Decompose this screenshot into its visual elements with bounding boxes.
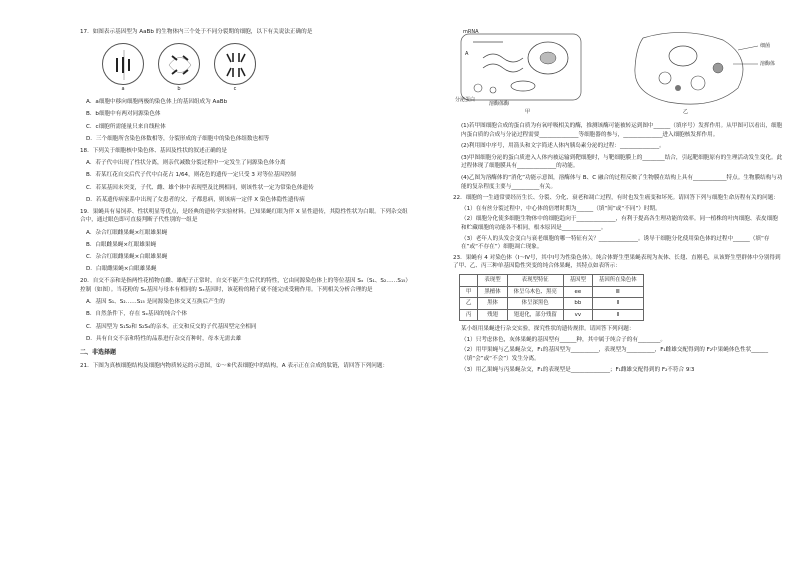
- q23-after-table: 某小组用果蝇进行杂交实验，探究性状的遗传规律。请回答下列问题：: [461, 326, 635, 333]
- cell-a: [102, 43, 144, 92]
- table-cell: Ⅱ: [592, 298, 643, 310]
- q17-option-c: C．c细胞所需能量只来自线粒体: [86, 123, 166, 130]
- label-secreted-protein: 分泌蛋白: [455, 97, 476, 103]
- figure-yi-caption: 乙: [683, 109, 689, 115]
- cell-a-chromosomes: [103, 44, 145, 86]
- question-17: [80, 28, 410, 143]
- q17-option-a: A．a细胞中移向细胞两极的染色体上的基因组成为 AaBb: [86, 99, 228, 106]
- table-cell: 乙: [460, 298, 478, 310]
- table-row: [460, 298, 644, 310]
- q23-item-3: （3）用乙果蝇与丙果蝇杂交，F₁的表现型是______________；F₁雌雄交配得到的 F₂不符合 9∶3: [461, 366, 695, 373]
- table-header-cell: [460, 274, 478, 286]
- question-18-stem: 18．下列关于细胞核中染色体、基因及性状的叙述正确的是: [80, 147, 227, 154]
- table-cell: Ⅲ: [592, 286, 643, 298]
- question-19: [80, 208, 410, 274]
- cell-c-label: c: [233, 86, 237, 92]
- q19-option-d: D．白眼雌果蝇×白眼雄果蝇: [86, 266, 157, 273]
- cell-b: [158, 43, 200, 92]
- q21-item-3: (3)甲图细胞分泌的蛋白质进入人体内被运输到靶细胞时，与靶细胞膜上的________结合，引起靶细胞原有的生理活动发生变化。此过程体现了细胞膜具有______________的功能。: [461, 154, 783, 170]
- question-17-stem: 17．如图表示基因型为 AaBb 的生物体内三个处于不同分裂期的细胞，以下有关说法正确的是: [80, 29, 313, 35]
- q20-option-a: A．基因 S₁、S₂……S₁₅ 是同源染色体交叉互换后产生的: [86, 299, 225, 306]
- table-cell: 体呈深黑色: [507, 298, 563, 310]
- q21-item-1: (1)若甲图细胞合成的蛋白质为有氧呼吸相关的酶，推测该酶可能被转运到图中______（填序号）发挥作用。从甲图可以看出，细胞内蛋白质的合成与分泌过程需要______________等细胞器的参与，______________进入细胞核发挥作用。: [461, 123, 783, 138]
- table-cell: Ⅱ: [592, 309, 643, 321]
- q17-option-b: B．b细胞中有两对同源染色体: [86, 111, 161, 118]
- q22-item-2: （2）细胞分化使多细胞生物体中的细胞趋向于______________，有利于提高各生理功能的效率。同一植株的叶肉细胞、表皮细胞和贮藏细胞的功能各不相同，根本原因是______________。: [461, 216, 778, 231]
- cell-division-figure: [102, 43, 410, 92]
- q18-option-c: C．若某基因未突变，子代、雌、雄个体中表现型及比例相同，则该性状一定为常染色体遗传: [86, 184, 314, 191]
- table-cell: 翅退化，部分残留: [507, 309, 563, 321]
- question-22: [453, 194, 783, 252]
- question-20-stem: 20．自交不亲和是指两性花植物在雌、雄配子正常时，自交不能产生后代的特性，它由同源染色体上的等位基因 Sₓ（S₁、S₂……S₁₅）控制（如图）。当花粉的 Sₓ基因与母本有相同的 Sₓ基因时，该花粉的精子就不能完成受精作用。下列相关分析合理的是: [80, 278, 409, 293]
- question-22-stem: 22．细胞的一生通常要经历生长、分裂、分化、衰老和凋亡过程，有时也发生癌变和坏死。请回答下列与细胞生命历程有关的问题：: [453, 195, 779, 202]
- cell-b-chromosomes: [159, 44, 201, 86]
- label-bacteria: 细菌: [760, 43, 771, 49]
- table-header-row: [460, 274, 644, 286]
- table-cell: 残翅: [478, 309, 507, 321]
- q18-option-a: A．若子代中出现了性状分离，则亲代减数分裂过程中一定发生了同源染色体分离: [86, 160, 286, 167]
- table-cell: 丙: [460, 309, 478, 321]
- question-18: [80, 147, 410, 204]
- cell-c: [214, 43, 256, 92]
- q19-option-c: C．杂合红眼雌果蝇×白眼雄果蝇: [86, 254, 168, 261]
- cell-b-label: b: [177, 86, 181, 92]
- question-20: [80, 277, 410, 343]
- question-19-stem: 19．果蝇具有易饲养、性状明显等优点，是经典的遗传学实验材料。已知果蝇红眼为伴 X 显性遗传，其隐性性状为白眼。下列杂交组合中，通过眼色即可直接判断子代性别的一组是: [80, 208, 408, 224]
- table-cell: bb: [563, 298, 592, 310]
- label-a: A: [465, 51, 469, 57]
- fruit-fly-table: [459, 274, 644, 321]
- q19-option-a: A．杂合红眼雌果蝇×红眼雄果蝇: [86, 229, 168, 236]
- question-21-stem: 21．下图为真核细胞结构及细胞内物质转运的示意图，①～⑥代表细胞中的结构，A 表示正在合成的肽链，请回答下列问题：: [80, 362, 389, 369]
- q23-item-1: （1）只考虑体色，灰体果蝇的基因型有______种，其中属于纯合子的有________。: [461, 336, 666, 343]
- table-cell: 甲: [460, 286, 478, 298]
- cell-c-chromosomes: [215, 44, 257, 86]
- label-mrna: mRNA: [463, 29, 479, 35]
- table-header-cell: 基因型: [563, 274, 592, 286]
- q21-item-4: (4)乙图为溶酶体的“消化”功能示意图，溶酶体与 B、C 融合的过程反映了生物膜在结构上具有____________特点。生物膜结构与功能的复杂程度主要与__________有关。: [461, 174, 783, 190]
- table-cell: ee: [563, 286, 592, 298]
- q19-option-b: B．白眼雌果蝇×红眼雄果蝇: [86, 241, 157, 248]
- question-23: [453, 254, 783, 375]
- table-header-cell: 表现型特征: [507, 274, 563, 286]
- right-column: [453, 28, 783, 376]
- q22-item-3: （3）老年人的头发会变白与衰老细胞的哪一特征有关？______________。诱导干细胞分化使用染色体的过程中______（填“存在”或“不存在”）细胞凋亡现象。: [461, 235, 770, 251]
- left-column: [80, 28, 410, 373]
- table-cell: vv: [563, 309, 592, 321]
- question-21-items: [453, 122, 783, 191]
- label-lysosome-enzyme: 溶酶体酶: [489, 101, 510, 107]
- section-heading-nonchoice: 二、非选择题: [80, 349, 117, 357]
- q18-option-d: D．若某遗传病家系中出现了女患者的父、子都患病，则该病一定伴 X 染色体隐性遗传病: [86, 196, 305, 203]
- q20-option-c: C．基因型为 S₁S₂和 S₂S₄的亲本，正交和反交的子代基因型完全相同: [86, 323, 257, 330]
- table-row: [460, 309, 644, 321]
- table-row: [460, 286, 644, 298]
- q20-option-b: B．自然条件下，存在 Sₓ基因的纯合个体: [86, 311, 188, 318]
- q23-item-2: （2）用甲果蝇与乙果蝇杂交，F₁的基因型为__________，表现型为__________，F₁雌雄交配得到的 F₂中果蝇体色性状______（填“会”或“不会”）发生分离。: [461, 347, 768, 363]
- table-cell: 黑体: [478, 298, 507, 310]
- table-cell: 黑檀体: [478, 286, 507, 298]
- question-23-stem: 23．果蝇有 4 对染色体（Ⅰ～Ⅳ号，其中Ⅰ号为性染色体）。纯合体野生型果蝇表现为灰体、长翅、直刚毛，从该野生型群体中分别得到了甲、乙、丙三种单基因隐性突变的纯合体果蝇，其特点如表所示：: [453, 254, 781, 270]
- q18-option-b: B．若某红花自交后代子代中白花占 1/64，则花色的遗传一定只受 3 对等位基因控制: [86, 172, 296, 179]
- table-header-cell: 表现型: [478, 274, 507, 286]
- q21-item-2: (2)利用图中序号，用箭头和文字简述人体内胰岛素分泌的过程：______________。: [461, 143, 665, 150]
- label-lysosome: 溶酶体: [760, 61, 776, 67]
- table-cell: 体呈乌木色、黑亮: [507, 286, 563, 298]
- table-header-cell: 基因所在染色体: [592, 274, 643, 286]
- q17-option-d: D．三个细胞所含染色体数相等，分裂形成的子细胞中的染色体组数也相等: [86, 135, 270, 142]
- cell-structure-figure: [453, 28, 783, 118]
- cell-a-label: a: [121, 86, 125, 92]
- q22-item-1: （1）在有丝分裂过程中，中心体的倍增时期为______（填“间”或“不同”）时期。: [461, 205, 661, 212]
- figure-jia-caption: 甲: [525, 109, 531, 115]
- q20-option-d: D．具有自交不亲和特性的品系进行杂交育种时，母本无需去雄: [86, 335, 242, 342]
- question-21-stem-block: [80, 362, 410, 371]
